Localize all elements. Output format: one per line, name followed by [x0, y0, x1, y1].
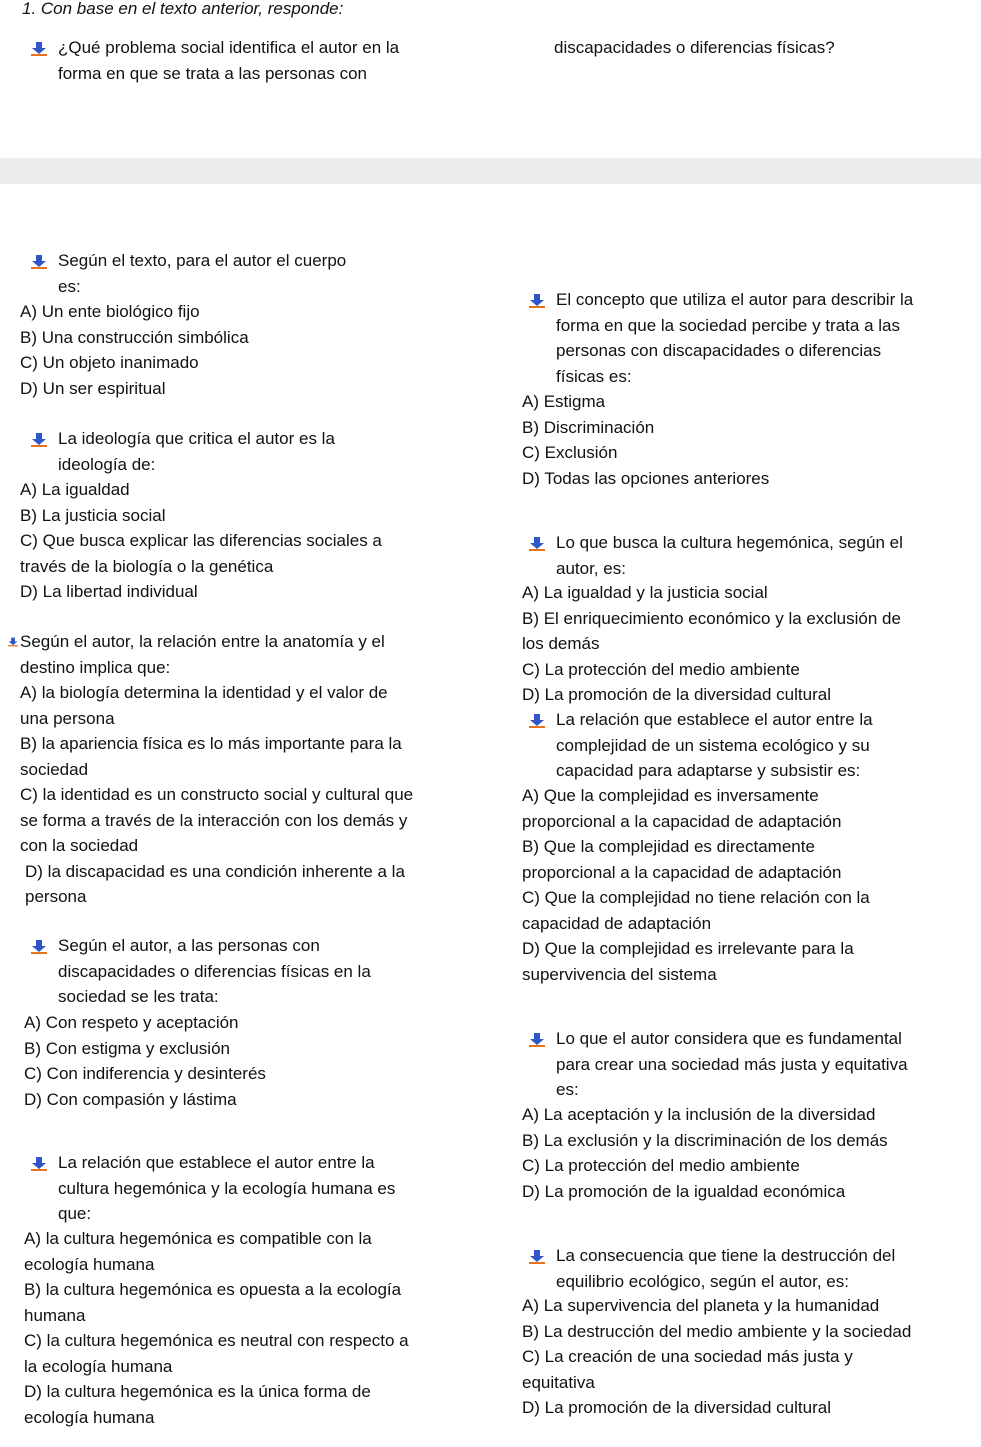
option[interactable]: C) La creación de una sociedad más justa y	[522, 1347, 853, 1366]
option: ecología humana	[24, 1407, 155, 1427]
separator-band	[0, 158, 981, 184]
option: los demás	[522, 634, 600, 653]
question-text: sociedad se les trata:	[58, 987, 219, 1006]
question-text: personas con discapacidades o diferencias	[556, 341, 882, 360]
question-complejidad	[522, 707, 972, 784]
question-fundamental	[522, 1026, 972, 1103]
option[interactable]: B) La justicia social	[20, 505, 166, 525]
question-cuerpo	[24, 248, 494, 299]
page-header: 1. Con base en el texto anterior, responde:	[22, 0, 344, 18]
option[interactable]: B) la cultura hegemónica es opuesta a la ecología	[24, 1280, 402, 1299]
question-concepto	[522, 287, 972, 389]
question-text: forma en que la sociedad percibe y trata a las	[556, 315, 900, 335]
option: sociedad	[20, 759, 89, 779]
download-arrow-icon	[31, 255, 47, 269]
question-anatomia	[20, 629, 413, 910]
option[interactable]: D) La promoción de la diversidad cultural	[522, 685, 831, 704]
option[interactable]: A) La supervivencia del planeta y la humanidad	[522, 1296, 880, 1315]
options-busca	[522, 580, 901, 708]
option: con la sociedad	[20, 836, 139, 855]
option[interactable]: C) la cultura hegemónica es neutral con respecto a	[24, 1331, 409, 1350]
question-text: discapacidades o diferencias físicas en la	[58, 961, 371, 981]
option[interactable]: B) El enriquecimiento económico y la exclusión de	[522, 608, 901, 628]
option[interactable]: A) la cultura hegemónica es compatible con la	[24, 1229, 372, 1248]
option: capacidad de adaptación	[522, 913, 712, 933]
question-text: físicas es:	[556, 366, 632, 386]
option[interactable]: través de la biología o la genética	[20, 556, 274, 576]
download-arrow-icon	[529, 1250, 545, 1264]
question-text: El concepto que utiliza el autor para describir la	[556, 290, 914, 309]
options-concepto	[522, 389, 769, 491]
question-text: La relación que establece el autor entre la	[556, 710, 873, 729]
option[interactable]: B) Que la complejidad es directamente	[522, 837, 815, 856]
option[interactable]: D) Un ser espiritual	[20, 378, 166, 398]
option: una persona	[20, 708, 115, 728]
option: la ecología humana	[24, 1356, 173, 1376]
question-text: Según el autor, a las personas con	[58, 936, 320, 955]
option[interactable]: D) Con compasión y lástima	[24, 1089, 237, 1109]
question-text: La ideología que critica el autor es la	[58, 429, 335, 448]
question-text: equilibrio ecológico, según el autor, es:	[556, 1271, 849, 1291]
question-text: para crear una sociedad más justa y equitativa	[556, 1054, 908, 1074]
options-consecuencia	[522, 1293, 911, 1421]
option[interactable]: A) La igualdad y la justicia social	[522, 583, 768, 602]
option[interactable]: D) La libertad individual	[20, 582, 198, 601]
question-hegemonica	[24, 1150, 494, 1227]
option[interactable]: D) Todas las opciones anteriores	[522, 468, 770, 488]
option[interactable]: D) la cultura hegemónica es la única forma de	[24, 1382, 371, 1401]
download-arrow-icon	[529, 294, 545, 308]
option[interactable]: C) Que la complejidad no tiene relación con la	[522, 888, 870, 907]
option[interactable]: C) Que busca explicar las diferencias sociales a	[20, 531, 382, 550]
question-text: es:	[556, 1080, 579, 1099]
download-arrow-icon	[31, 433, 47, 447]
option[interactable]: D) la discapacidad es una condición inherente a la	[25, 861, 405, 881]
options-cuerpo	[20, 299, 249, 401]
option[interactable]: A) La igualdad	[20, 480, 130, 499]
option: equitativa	[522, 1372, 595, 1392]
option[interactable]: A) La aceptación y la inclusión de la diversidad	[522, 1105, 876, 1124]
question-text: Lo que el autor considera que es fundamental	[556, 1029, 902, 1048]
option[interactable]: D) La promoción de la igualdad económica	[522, 1181, 846, 1201]
option[interactable]: A) Estigma	[522, 392, 606, 411]
option[interactable]: D) Que la complejidad es irrelevante para la	[522, 939, 854, 958]
option[interactable]: B) Discriminación	[522, 417, 655, 437]
question-text: La consecuencia que tiene la destrucción del	[556, 1246, 896, 1265]
question-consecuencia	[522, 1243, 972, 1294]
question-intro	[24, 35, 964, 86]
option[interactable]: A) Con respeto y aceptación	[24, 1013, 239, 1032]
option: ecología humana	[24, 1254, 155, 1274]
option[interactable]: C) La protección del medio ambiente	[522, 659, 800, 679]
question-text: discapacidades o diferencias físicas?	[554, 38, 835, 57]
question-text: La relación que establece el autor entre la	[58, 1153, 375, 1172]
option[interactable]: B) Una construcción simbólica	[20, 327, 249, 347]
question-text: ¿Qué problema social identifica el autor en la	[58, 38, 400, 57]
question-text: es:	[58, 276, 81, 296]
download-arrow-icon	[529, 714, 545, 728]
download-arrow-icon	[31, 1157, 47, 1171]
option[interactable]: C) Un objeto inanimado	[20, 353, 199, 372]
question-text: destino implica que:	[20, 657, 171, 677]
option[interactable]: D) La promoción de la diversidad cultural	[522, 1398, 831, 1417]
option: se forma a través de la interacción con los demás y	[20, 810, 408, 830]
option[interactable]: B) La exclusión y la discriminación de los demás	[522, 1130, 888, 1150]
option[interactable]: C) Exclusión	[522, 443, 618, 462]
option: proporcional a la capacidad de adaptación	[522, 862, 842, 882]
option: persona	[25, 887, 87, 906]
option[interactable]: B) la apariencia física es lo más importante para la	[20, 734, 402, 753]
option[interactable]: A) Un ente biológico fijo	[20, 302, 200, 321]
question-trato	[24, 933, 494, 1010]
option[interactable]: B) La destrucción del medio ambiente y la sociedad	[522, 1321, 912, 1341]
option[interactable]: C) Con indiferencia y desinterés	[24, 1064, 266, 1083]
options-trato	[24, 1010, 266, 1112]
question-text: cultura hegemónica y la ecología humana es	[58, 1178, 396, 1198]
bullet-icon	[8, 637, 18, 647]
options-hegemonica	[24, 1226, 409, 1430]
question-text: ideología de:	[58, 454, 156, 474]
question-busca	[522, 530, 972, 581]
option[interactable]: C) La protección del medio ambiente	[522, 1156, 800, 1175]
download-arrow-icon	[529, 1033, 545, 1047]
question-text: forma en que se trata a las personas con	[58, 63, 368, 83]
question-text: capacidad para adaptarse y subsistir es:	[556, 761, 861, 780]
option: supervivencia del sistema	[522, 964, 717, 984]
download-arrow-icon	[31, 42, 47, 56]
option[interactable]: A) la biología determina la identidad y el valor de	[20, 683, 388, 702]
option: proporcional a la capacidad de adaptación	[522, 811, 842, 831]
question-text: complejidad de un sistema ecológico y su	[556, 735, 870, 755]
question-text: que:	[58, 1204, 92, 1223]
option: humana	[24, 1305, 86, 1325]
question-ideologia	[24, 426, 494, 477]
download-arrow-icon	[529, 537, 545, 551]
options-ideologia	[20, 477, 382, 605]
options-fundamental	[522, 1102, 888, 1204]
option[interactable]: B) Con estigma y exclusión	[24, 1038, 230, 1058]
option[interactable]: C) la identidad es un constructo social y cultural que	[20, 785, 414, 804]
question-text: Según el autor, la relación entre la anatomía y el	[20, 632, 385, 651]
download-arrow-icon	[31, 940, 47, 954]
question-text: Lo que busca la cultura hegemónica, según el	[556, 533, 903, 552]
option[interactable]: A) Que la complejidad es inversamente	[522, 786, 819, 805]
options-complejidad	[522, 783, 870, 987]
question-text: Según el texto, para el autor el cuerpo	[58, 251, 347, 270]
question-text: autor, es:	[556, 558, 626, 578]
